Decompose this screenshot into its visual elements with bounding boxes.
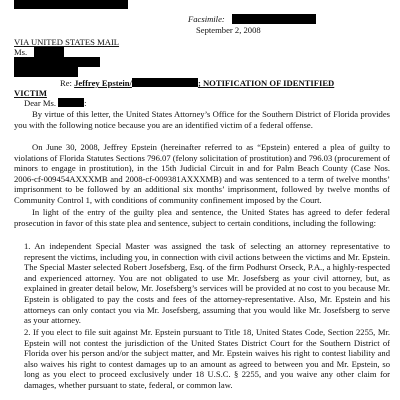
re-label: Re: — [60, 78, 72, 88]
re-subject-name: Jeffrey Epstein/ — [74, 78, 132, 88]
re-subject-suffix: ; NOTIFICATION OF IDENTIFIED — [197, 78, 335, 88]
redaction-addressee-name — [34, 47, 64, 57]
redaction-facsimile — [232, 14, 316, 24]
redaction-address-line-2 — [14, 67, 78, 77]
redaction-salutation-name — [58, 98, 84, 107]
delivery-method: VIA UNITED STATES MAIL — [14, 37, 120, 47]
redaction-top — [14, 0, 128, 9]
salutation-prefix: Dear Ms. — [24, 98, 56, 108]
paragraph-notice: By virtue of this letter, the United States Attorney’s Office for the Southern District of Florida provides you with the following notice because you are an identified victim of a federal offense. — [14, 109, 390, 130]
paragraph-deferral: In light of the entry of the guilty plea and sentence, the United States has agreed to defer federal prosecution in favor of this state plea and sentence, subject to certain conditions, including the following: — [14, 207, 390, 228]
salutation: Dear Ms. : — [24, 98, 87, 108]
list-item-special-master: 1. An independent Special Master was assigned the task of selecting an attorney representative to represent the victims, including you, in connection with civil actions between the victims and Mr. Epstein. The Special Master selected Robert Josefsberg, Esq. of the firm Podhurst Orseck, P.A., a highly-respected and experienced attorney. You are not obligated to use Mr. Josefsberg as your civil attorney, but, as explained in greater detail below, Mr. Josefsberg’s services will be provided at no cost to you because Mr. Epstein is obligated to pay the costs and fees of the attorney-representative. Also, Mr. Epstein and his attorneys can only contact you via Mr. Josefsberg, assuming that you would like Mr. Josefsberg to serve as your attorney. — [24, 241, 390, 326]
list-item-civil-suit: 2. If you elect to file suit against Mr. Epstein pursuant to Title 18, United States Code, Section 2255, Mr. Epstein will not contest the jurisdiction of the United States District Court for the Southern District of Florida over his person and/or the subject matter, and Mr. Epstein waives his right to contest liability and also waives his right to contest damages up to an amount as agreed to between you and Mr. Epstein, so long as you elect to proceed exclusively under 18 U.S.C. § 2255, and you waive any other claim for damages, whether pursuant to state, federal, or common law. — [24, 327, 390, 390]
redaction-re-line — [132, 78, 198, 87]
addressee-prefix: Ms. — [14, 47, 28, 57]
re-subject-line-2: VICTIM — [14, 88, 47, 98]
letter-date: September 2, 2008 — [196, 25, 261, 35]
redaction-address-line-1 — [14, 57, 100, 67]
facsimile-label: Facsimile: — [188, 14, 225, 24]
re-line — [14, 78, 334, 89]
paragraph-plea: On June 30, 2008, Jeffrey Epstein (hereinafter referred to as “Epstein) entered a plea of guilty to violations of Florida Statutes Sections 796.07 (felony solicitation of prostitution) and 796.03 (procurement of minors to engage in prostitution), in the 15th Judicial Circuit in and for Palm Beach County (Case Nos. 2006-cf-009454AXXXMB and 2008-cf-009381AXXXMB) and was sentenced to a term of twelve months’ imprisonment to be followed by an additional six months’ imprisonment, followed by twelve months of Community Control 1, with conditions of community confinement imposed by the Court. — [14, 142, 390, 205]
